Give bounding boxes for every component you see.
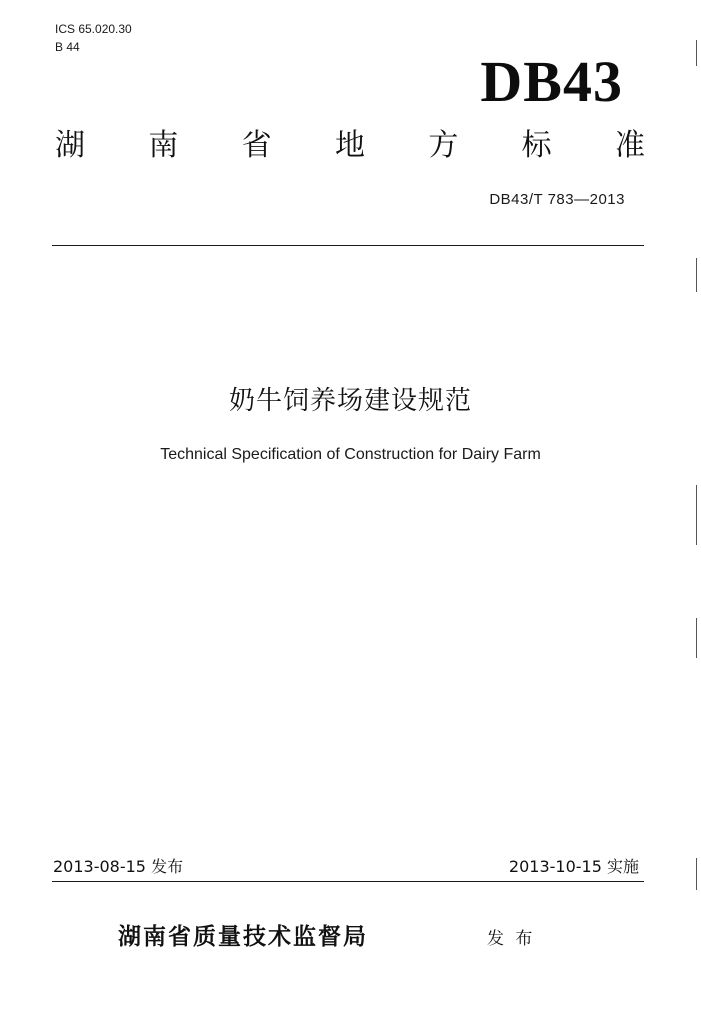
standard-type-char: 南 bbox=[148, 128, 179, 163]
implementation-date: 2013-10-15 实施 bbox=[508, 857, 639, 876]
standard-type-char: 标 bbox=[521, 128, 552, 163]
publisher-name: 湖南省质量技术监督局 bbox=[118, 924, 368, 950]
standard-type-char: 省 bbox=[241, 128, 272, 163]
classification-codes bbox=[55, 20, 132, 56]
ics-code: ICS 65.020.30 bbox=[55, 22, 132, 36]
scan-edge-mark bbox=[696, 618, 697, 658]
standard-number: DB43/T 783—2013 bbox=[489, 191, 625, 208]
ccs-code: B 44 bbox=[55, 40, 80, 54]
standard-logo: DB43 bbox=[480, 49, 623, 114]
standard-type-char: 准 bbox=[614, 128, 645, 163]
header-divider bbox=[52, 245, 644, 246]
scan-edge-mark bbox=[696, 40, 697, 66]
title-chinese: 奶牛饲养场建设规范 bbox=[228, 386, 472, 416]
scan-edge-mark bbox=[696, 858, 697, 890]
scan-edge-mark bbox=[696, 258, 697, 292]
standard-type-char: 湖 bbox=[55, 128, 85, 163]
scan-edge-mark bbox=[696, 485, 697, 545]
footer-divider bbox=[52, 881, 644, 882]
title-english: Technical Specification of Construction for Dairy Farm bbox=[160, 446, 541, 463]
standard-type-heading bbox=[55, 126, 645, 166]
issue-date: 2013-08-15 发布 bbox=[53, 857, 184, 876]
standard-type-char: 方 bbox=[428, 128, 459, 163]
standard-type-char: 地 bbox=[334, 128, 365, 163]
publish-verb: 发 布 bbox=[487, 929, 536, 949]
